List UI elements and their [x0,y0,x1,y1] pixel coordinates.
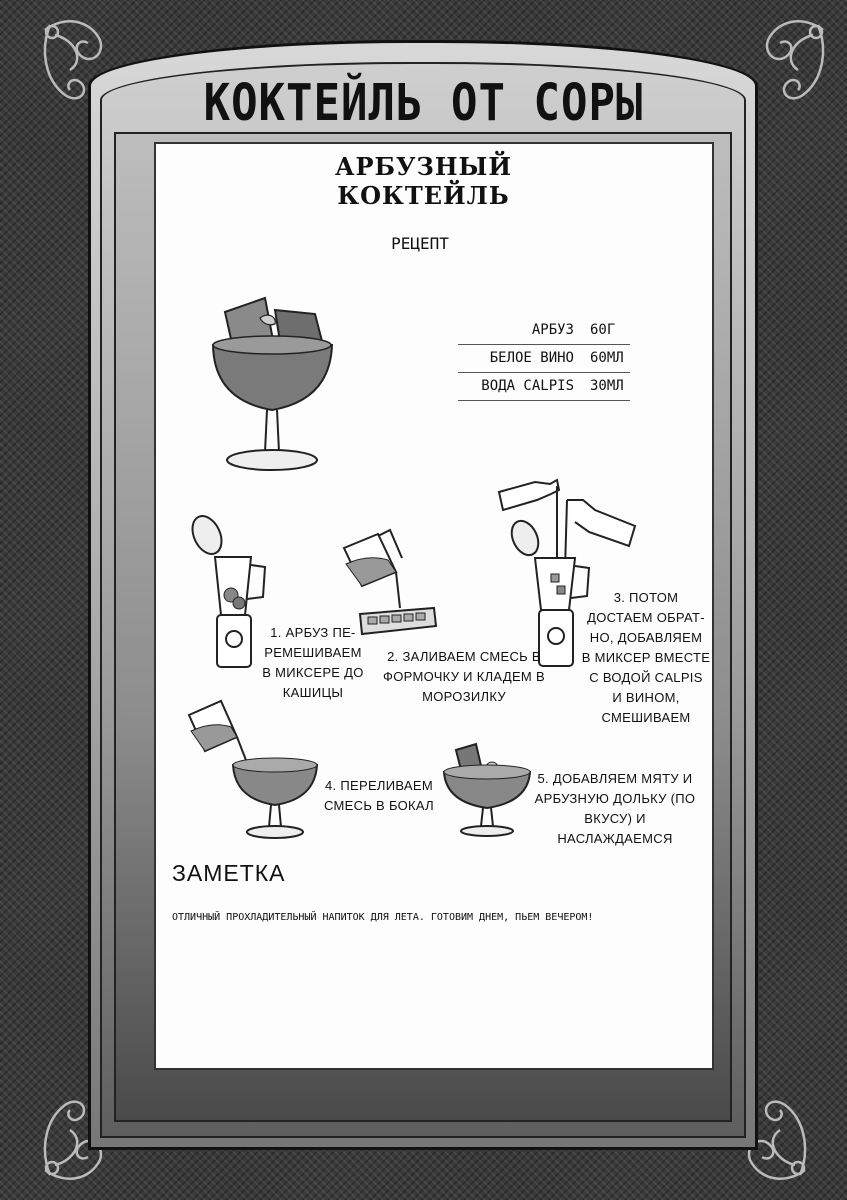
cocktail-glass-illustration [205,290,340,480]
ingredient-row [458,318,630,345]
ingredient-row [458,346,630,373]
ingredient-quantity: 60Г [590,322,616,338]
ingredient-quantity: 30МЛ [590,378,624,394]
step-3-caption: 3. ПОТОМ ДОСТАЕМ ОБРАТ- НО, ДОБАВЛЯЕМ В МИКСЕР ВМЕСТЕ С ВОДОЙ CALPIS И ВИНОМ, СМЕШИВАЕМ [581,590,711,725]
page-title: КОКТЕЙЛЬ ОТ СОРЫ [203,74,644,133]
step-5-caption: 5. ДОБАВЛЯЕМ МЯТУ И АРБУЗНУЮ ДОЛЬКУ (ПО ВКУСУ) И НАСЛАЖДАЕМСЯ [534,771,696,846]
cocktail-name: АРБУЗНЫЙ КОКТЕЙЛЬ [334,152,513,210]
pour-into-glass-icon [185,695,325,845]
note-title: ЗАМЕТКА [172,860,286,886]
garnished-glass-icon [440,740,535,840]
ingredient-name: АРБУЗ [531,322,574,338]
ingredient-quantity: 60МЛ [590,350,624,366]
ingredient-row [458,374,630,401]
recipe-label: РЕЦЕПТ [391,234,449,253]
ingredient-name: БЕЛОЕ ВИНО [489,350,574,366]
ingredient-name: ВОДА CALPIS [481,378,574,394]
step-1-caption: 1. АРБУЗ ПЕ- РЕМЕШИВАЕМ В МИКСЕРЕ ДО КАШИЦЫ [262,625,364,700]
step-4-caption: 4. ПЕРЕЛИВАЕМ СМЕСЬ В БОКАЛ [323,778,434,813]
note-text: ОТЛИЧНЫЙ ПРОХЛАДИТЕЛЬНЫЙ НАПИТОК ДЛЯ ЛЕТА. ГОТОВИМ ДНЕМ, ПЬЕМ ВЕЧЕРОМ! [172,912,594,923]
step-2-caption: 2. ЗАЛИВАЕМ СМЕСЬ В ФОРМОЧКУ И КЛАДЕМ В МОРОЗИЛКУ [383,649,545,704]
